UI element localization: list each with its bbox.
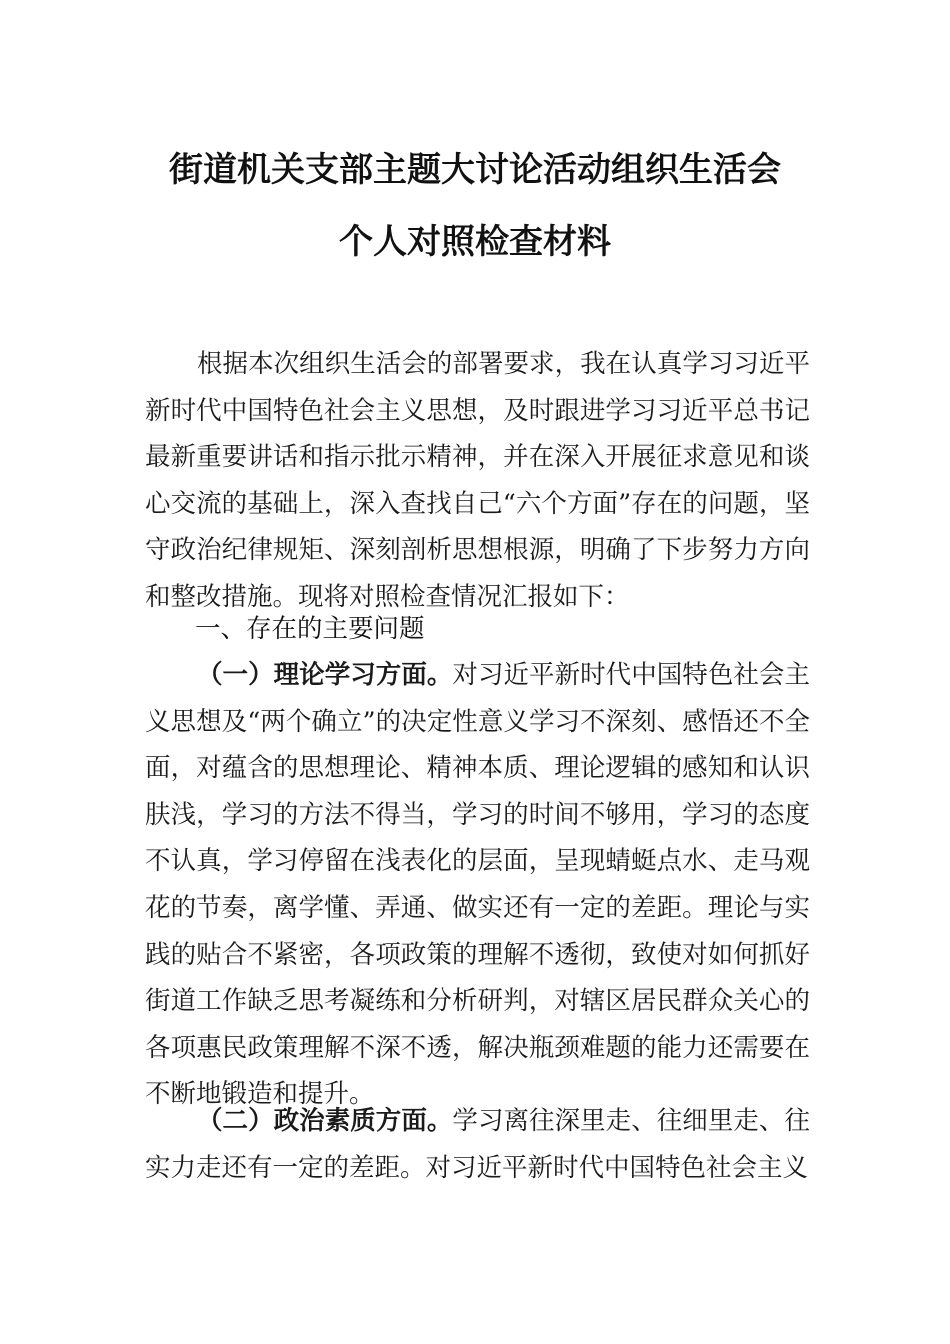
item-theory-study-paragraph (145, 652, 810, 1118)
document-title-line-2: 个人对照检查材料 (339, 222, 611, 262)
item-political-quality-text: 学习离往深里走、往细里走、往实力走还有一定的差距。对习近平新时代中国特色社会主义 (145, 1106, 810, 1183)
document-title-line-1: 街道机关支部主题大讨论活动组织生活会 (169, 150, 781, 190)
section-heading-main-problems: 一、存在的主要问题 (195, 614, 425, 644)
item-political-quality-paragraph (145, 1098, 810, 1191)
item-theory-study-text: 对习近平新时代中国特色社会主义思想及“两个确立”的决定性意义学习不深刻、感悟还不全面，对蕴含的思想理论、精神本质、理论逻辑的感知和认识肤浅，学习的方法不得当，学习的时间不够用，学习的态度不认真，学习停留在浅表化的层面，呈现蜻蜓点水、走马观花的节奏，离学懂、弄通、做实还有一定的差距。理论与实践的贴合不紧密，各项政策的理解不透彻，致使对如何抓好街道工作缺乏思考凝练和分析研判，对辖区居民群众关心的各项惠民政策理解不深不透，解决瓶颈难题的能力还需要在不断地锻造和提升。 (145, 660, 810, 1110)
item-political-quality-lead: （二）政治素质方面。 (197, 1106, 453, 1136)
item-theory-study-lead: （一）理论学习方面。 (197, 660, 453, 690)
intro-paragraph: 根据本次组织生活会的部署要求，我在认真学习习近平新时代中国特色社会主义思想，及时跟进学习习近平总书记最新重要讲话和指示批示精神，并在深入开展征求意见和谈心交流的基础上，深入查找自己“六个方面”存在的问题，坚守政治纪律规矩、深刻剖析思想根源，明确了下步努力方向和整改措施。现将对照检查情况汇报如下： (145, 349, 810, 612)
